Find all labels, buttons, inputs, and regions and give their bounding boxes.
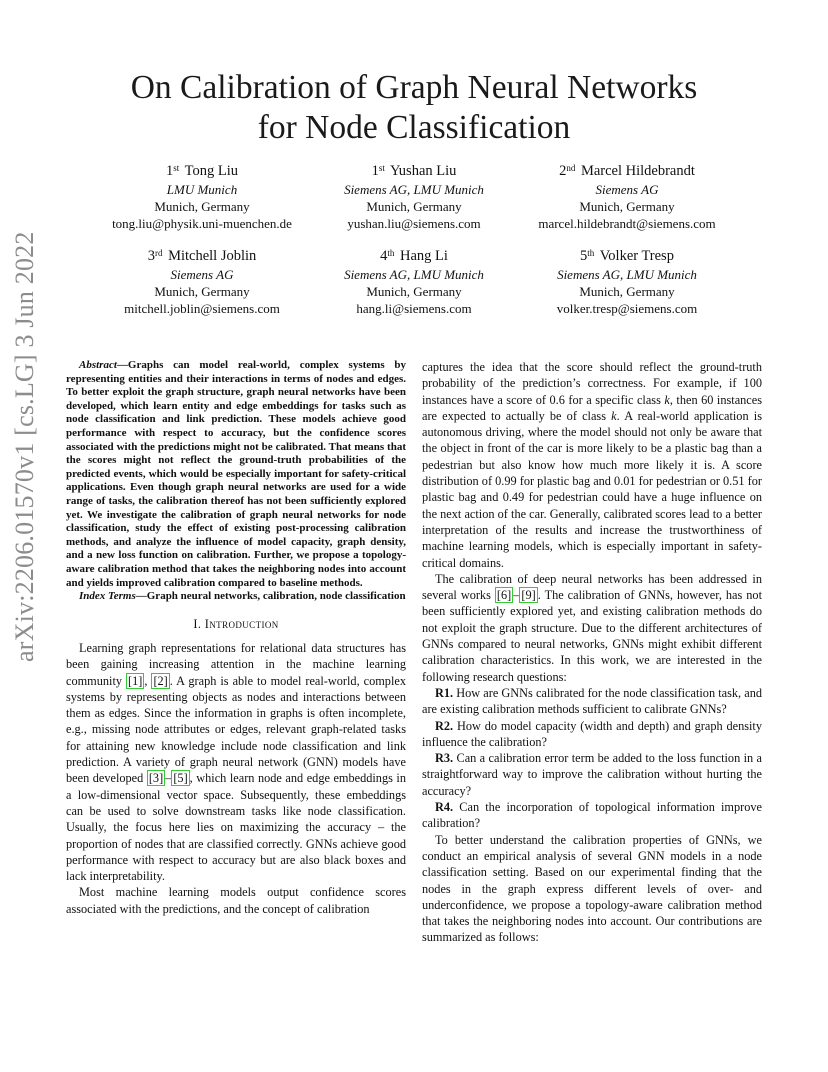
- author-affiliation: Siemens AG, LMU Munich: [344, 182, 484, 197]
- author-name: 3rd Mitchell Joblin: [147, 248, 257, 264]
- author-location: Munich, Germany: [154, 284, 250, 299]
- body-paragraph: The calibration of deep neural networks has been addressed in several works [6] – [9] . The calibration of GNNs, however, has not been sufficiently explored yet, and existing calibration methods do not exploit the graph structure. Due to the different architectures of GNNs compared to neural networks, GNNs might exhibit different calibration characteristics. In this work, we are interested in the following research questions:: [422, 571, 762, 684]
- author-name: 5th Volker Tresp: [580, 248, 674, 264]
- research-question-r3: R3. Can a calibration error term be added to the loss function in a straightforward way to improve the calibration without hurting the accuracy?: [422, 751, 762, 798]
- research-question-r4: R4. Can the incorporation of topological information improve calibration?: [422, 800, 762, 831]
- body-paragraph: captures the idea that the score should reflect the ground-truth probability of the prediction’s correctness. For example, if 100 instances have a score of 0.6 for a specific class k, then 60 instances are expected to actually be of class k. A real-world application is autonomous driving, where the model should not only be aware that the object in front of the car is more likely to be a plastic bag than a pedestrian but also know how much more likely it is. A score distribution of 0.99 for plastic bag and 0.01 for pedestrian or 0.51 for plastic bag and 0.49 for pedestrian could have a huge influence on the next action of the car. Generally, calibrated scores lead to a better interpretation of the results and increase the trustworthiness of machine learning models, which is especially important in safety-critical domains.: [422, 360, 762, 570]
- author-name: 4th Hang Li: [380, 248, 448, 264]
- author-email: marcel.hildebrandt@siemens.com: [538, 216, 716, 231]
- author-affiliation: Siemens AG: [595, 182, 659, 197]
- citation-link[interactable]: [9]: [521, 588, 536, 603]
- citation-link[interactable]: [3]: [148, 771, 164, 786]
- author-card: [507, 246, 747, 317]
- author-email: hang.li@siemens.com: [356, 301, 472, 316]
- arxiv-sidebar-identifier: arXiv:2206.01570v1 [cs.LG] 3 Jun 2022: [10, 231, 39, 662]
- research-question-r2: R2. How do model capacity (width and depth) and graph density influence the calibration?: [422, 718, 762, 749]
- author-name: 1st Yushan Liu: [371, 163, 457, 179]
- research-question-r1: R1. How are GNNs calibrated for the node classification task, and are existing calibration methods sufficient to calibrate GNNs?: [422, 685, 762, 717]
- author-location: Munich, Germany: [366, 284, 462, 299]
- author-affiliation: Siemens AG: [170, 267, 234, 282]
- author-card: [82, 161, 322, 232]
- author-name: 2nd Marcel Hildebrandt: [559, 163, 695, 179]
- right-column: [422, 359, 762, 946]
- paper-title-line-2: for Node Classification: [257, 109, 571, 146]
- author-email: mitchell.joblin@siemens.com: [124, 301, 280, 316]
- author-name: 1st Tong Liu: [166, 163, 238, 179]
- intro-paragraph: Most machine learning models output confidence scores associated with the predictions, and the concept of calibration: [66, 885, 406, 916]
- intro-paragraph: Learning graph representations for relational data structures has been gaining increasing attention in the machine learning community [1] , [2] . A graph is able to model real-world, complex systems by representing objects as nodes and interactions between them as edges. Since the information in graphs is often incomplete, e.g., missing node attributes or edges, relevant graph-related tasks for attaining new knowledge include node classification and link prediction. A variety of graph neural network (GNN) models have been developed [3] – [5] , which learn node and edge embeddings in a low-dimensional vector space. Subsequently, these embeddings can be used to solve downstream tasks like node classification. Usually, the focus here lies on maximizing the accuracy – the proportion of nodes that are classified correctly. GNNs achieve good performance with respect to accuracy but are also black boxes and lack interpretability.: [66, 640, 406, 884]
- citation-link[interactable]: [1]: [128, 673, 143, 688]
- author-location: Munich, Germany: [154, 199, 250, 214]
- citation-link[interactable]: [6]: [496, 588, 512, 603]
- author-card: [507, 161, 747, 232]
- section-heading-introduction: I. Introduction: [193, 616, 279, 631]
- author-affiliation: Siemens AG, LMU Munich: [344, 267, 484, 282]
- author-email: volker.tresp@siemens.com: [556, 301, 698, 316]
- author-email: tong.liu@physik.uni-muenchen.de: [112, 216, 292, 231]
- author-location: Munich, Germany: [579, 199, 675, 214]
- index-terms: Index Terms—Graph neural networks, calibration, node classification: [79, 590, 406, 603]
- left-column: [66, 359, 406, 917]
- author-card: [82, 246, 322, 317]
- paper-title: [60, 68, 768, 148]
- abstract: Abstract—Graphs can model real-world, complex systems by representing entities and their interactions in terms of nodes and edges. To better exploit the graph structure, graph neural networks have been developed, which learn entity and edge embeddings for tasks such as node classification and link prediction. These models achieve good performance with respect to accuracy, but the confidence scores associated with the predictions might not be calibrated. That means that the scores might not reflect the ground-truth probabilities of the predicted events, which would be especially important for safety-critical applications. Even though graph neural networks are used for a wide range of tasks, the calibration thereof has not been sufficiently explored yet. We investigate the calibration of graph neural networks for node classification, study the effect of existing post-processing calibration methods, and analyze the influence of model capacity, graph density, and a new loss function on calibration. Further, we propose a topology-aware calibration method that takes the neighboring nodes into account and yields improved calibration compared to baseline methods.: [66, 359, 406, 589]
- author-affiliation: LMU Munich: [166, 182, 238, 197]
- paper-title-line-1: On Calibration of Graph Neural Networks: [130, 69, 698, 106]
- author-location: Munich, Germany: [366, 199, 462, 214]
- body-paragraph: To better understand the calibration properties of GNNs, we conduct an empirical analysis of several GNN models in a node classification setting. Based on our experimental finding that the nodes in the graph express different levels of over- and underconfidence, we propose a topology-aware calibration method that takes the neighboring nodes into account. Our contributions are summarized as follows:: [422, 832, 762, 945]
- author-location: Munich, Germany: [579, 284, 675, 299]
- citation-link[interactable]: [5]: [173, 771, 188, 786]
- citation-link[interactable]: [2]: [153, 673, 168, 688]
- author-card: [294, 161, 534, 232]
- author-email: yushan.liu@siemens.com: [347, 216, 481, 231]
- author-card: [294, 246, 534, 317]
- author-affiliation: Siemens AG, LMU Munich: [557, 267, 697, 282]
